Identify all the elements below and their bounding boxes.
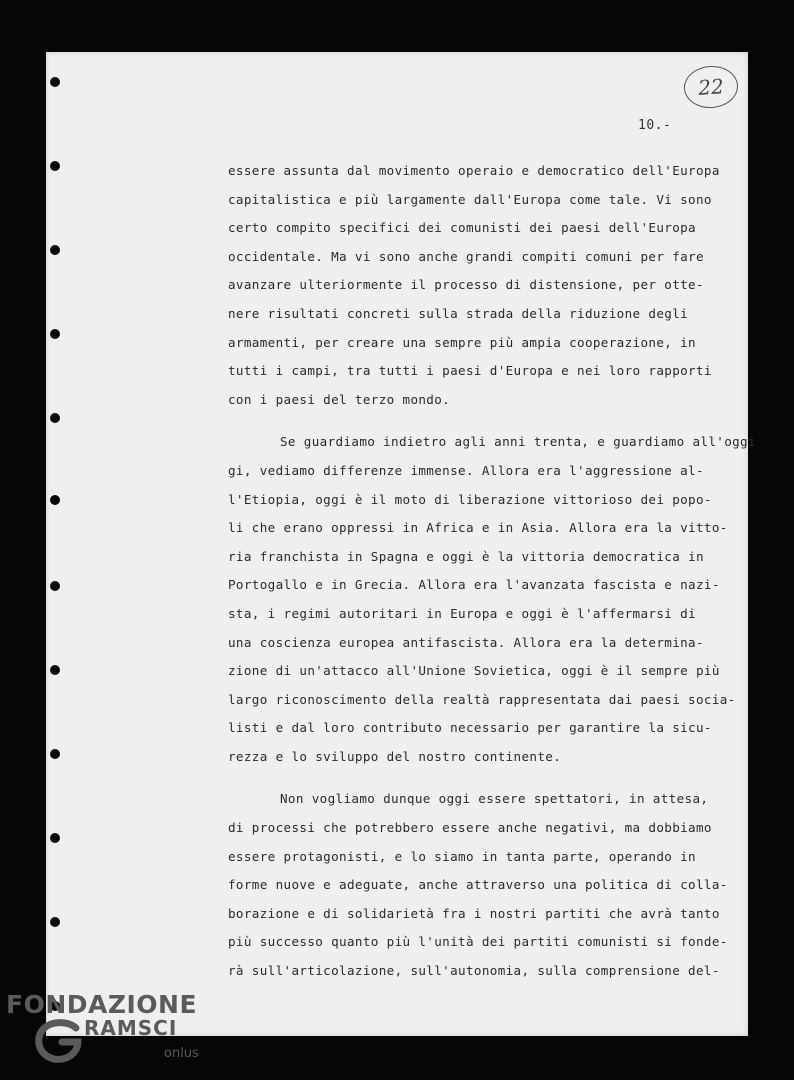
text-line: più successo quanto più l'unità dei partiti comunisti si fonde- <box>228 934 728 950</box>
text-line: forme nuove e adeguate, anche attraverso una politica di colla- <box>228 877 728 893</box>
text-line: armamenti, per creare una sempre più ampia cooperazione, in <box>228 334 696 350</box>
binder-hole <box>50 665 60 675</box>
text-line: sta, i regimi autoritari in Europa e oggi è l'affermarsi di <box>228 605 696 621</box>
document-page <box>46 52 756 1036</box>
text-line: occidentale. Ma vi sono anche grandi compiti comuni per fare <box>228 248 704 264</box>
watermark-line-1: FONDAZIONE <box>6 990 198 1019</box>
fondazione-gramsci-watermark <box>0 990 210 1075</box>
text-line: certo compito specifici dei comunisti dei paesi dell'Europa <box>228 220 696 236</box>
text-line: Portogallo e in Grecia. Allora era l'avanzata fascista e nazi- <box>228 577 720 593</box>
text-line: con i paesi del terzo mondo. <box>228 391 451 407</box>
text-line: tutti i campi, tra tutti i paesi d'Europa e nei loro rapporti <box>228 363 712 379</box>
watermark-line-3: onlus <box>164 1046 199 1061</box>
text-line: Non vogliamo dunque oggi essere spettatori, in attesa, <box>280 791 709 807</box>
text-line: essere protagonisti, e lo siamo in tanta parte, operando in <box>228 848 696 864</box>
watermark-line-2: RAMSCI <box>84 1016 178 1040</box>
text-line: nere risultati concreti sulla strada della riduzione degli <box>228 305 689 321</box>
typewritten-text <box>228 157 756 986</box>
archive-stamp-number: 22 <box>683 64 740 110</box>
text-line: essere assunta dal movimento operaio e democratico dell'Europa <box>228 163 720 178</box>
binder-hole <box>50 917 60 927</box>
text-line: zione di un'attacco all'Unione Sovietica, oggi è il sempre più <box>228 663 720 679</box>
binder-hole <box>50 329 60 339</box>
binder-hole <box>50 749 60 759</box>
binder-hole <box>50 833 60 843</box>
text-line: li che erano oppressi in Africa e in Asia. Allora era la vitto- <box>228 520 728 536</box>
gramsci-g-icon <box>32 1018 84 1068</box>
text-line: avanzare ulteriormente il processo di distensione, per otte- <box>228 277 704 293</box>
paragraph-1 <box>228 157 728 414</box>
text-line: una coscienza europea antifascista. Allora era la determina- <box>228 634 704 650</box>
text-line: Se guardiamo indietro agli anni trenta, e guardiamo all'oggi <box>280 434 756 450</box>
binder-hole <box>50 245 60 255</box>
binder-hole <box>50 77 60 87</box>
text-line: rezza e lo sviluppo del nostro continente. <box>228 748 562 764</box>
binder-hole <box>50 495 60 505</box>
text-line: listi e dal loro contributo necessario per garantire la sicu- <box>228 720 712 736</box>
page-number: 10.- <box>638 118 672 133</box>
binder-hole <box>50 161 60 171</box>
paragraph-3 <box>228 785 728 985</box>
text-line: di processi che potrebbero essere anche negativi, ma dobbiamo <box>228 820 712 836</box>
text-line: ria franchista in Spagna e oggi è la vittoria democratica in <box>228 548 704 564</box>
text-line: l'Etiopia, oggi è il moto di liberazione vittorioso dei popo- <box>228 491 712 507</box>
paragraph-2 <box>228 428 756 771</box>
text-line: largo riconoscimento della realtà rappresentata dai paesi socia- <box>228 691 736 707</box>
binder-hole <box>50 413 60 423</box>
text-line: rà sull'articolazione, sull'autonomia, sulla comprensione del- <box>228 963 720 979</box>
text-line: borazione e di solidarietà fra i nostri partiti che avrà tanto <box>228 905 720 921</box>
text-line: gi, vediamo differenze immense. Allora era l'aggressione al- <box>228 462 704 478</box>
text-line: capitalistica e più largamente dall'Europa come tale. Vi sono <box>228 191 712 207</box>
binder-hole <box>50 581 60 591</box>
